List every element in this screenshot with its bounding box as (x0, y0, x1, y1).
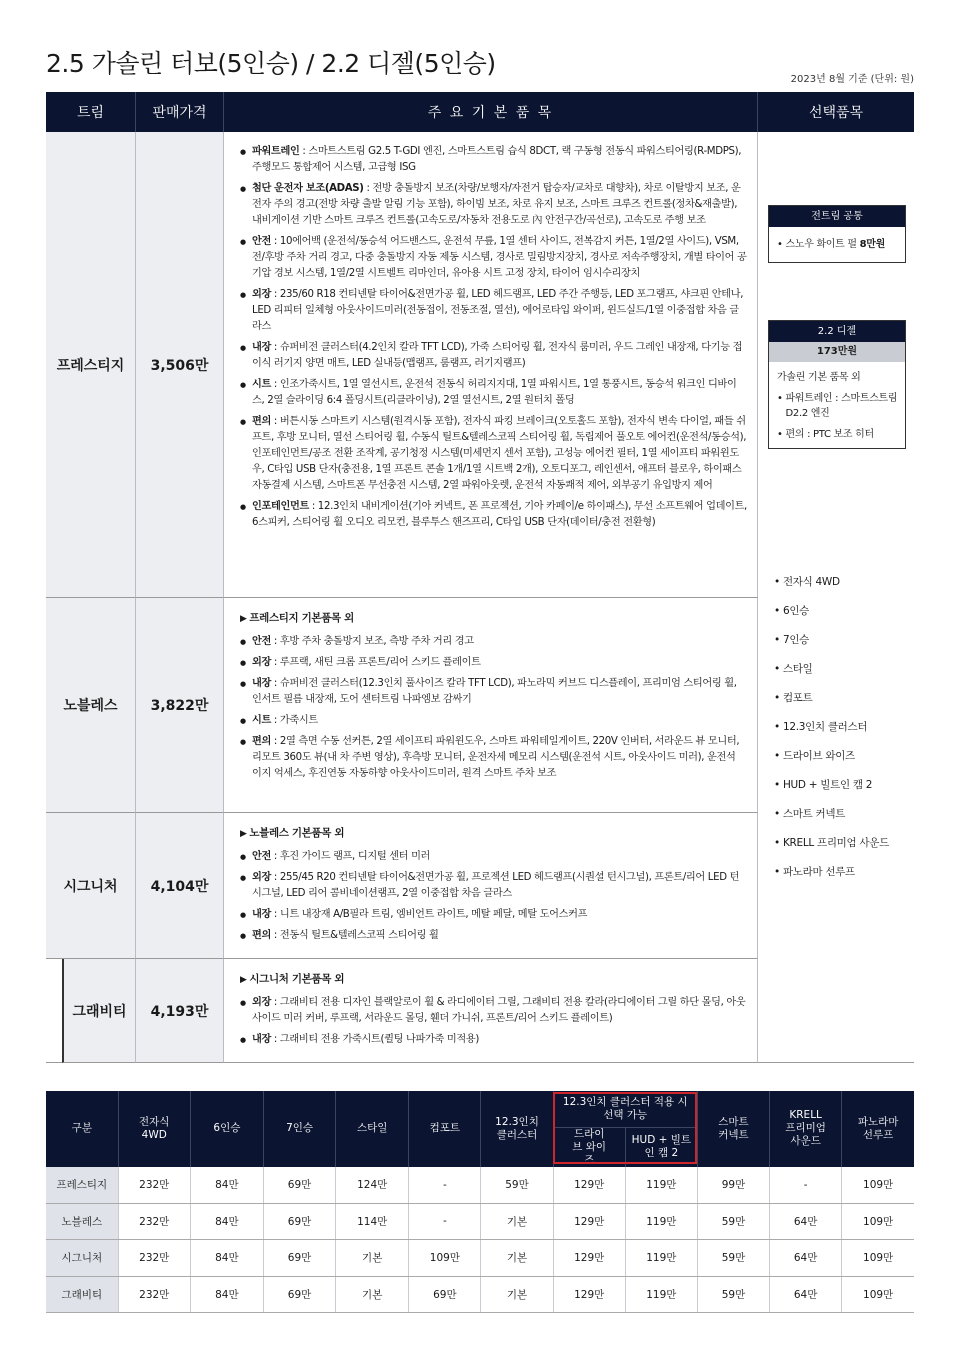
common-options-header: 전트림 공통 (769, 206, 905, 227)
price-cell: 109만 (842, 1203, 914, 1240)
option-item: • 드라이브 와이즈 (774, 750, 855, 762)
table-row (46, 1203, 914, 1240)
col-header-6seat: 6인승 (190, 1091, 263, 1167)
price-cell: - (409, 1203, 481, 1240)
price-cell: 59만 (697, 1276, 769, 1313)
price-cell: 84만 (190, 1240, 263, 1277)
date-note: 2023년 8월 기준 (단위: 원) (790, 74, 914, 85)
spec-item-label: 인포테인먼트 (252, 501, 309, 512)
price-cell: 69만 (409, 1276, 481, 1313)
spec-item (240, 414, 747, 494)
spec-item (240, 734, 747, 782)
col-header-7seat: 7인승 (263, 1091, 335, 1167)
spec-item-text: : 그래비티 전용 가죽시트(퀼팅 나파가죽 미적용) (270, 1034, 479, 1045)
price-cell: - (409, 1167, 481, 1204)
diesel-option-header: 2.2 디젤 (769, 321, 905, 342)
spec-item (240, 340, 747, 372)
spec-item-text: : 235/60 R18 컨티넨탈 타이어&전면가공 휠, LED 헤드램프, LED 주간 주행등, LED 포그램프, 샤크핀 안테나, LED 리피터 일체형 아웃사이드미러(전동접이, 전동조절, 열선), 에어로타입 와이퍼, 윈드실드/1열 이중접합 차음 글라스 (252, 289, 744, 332)
price-cell: 기본 (481, 1203, 553, 1240)
option-item: • 컴포트 (774, 692, 813, 704)
header-options: 선택품목 (758, 92, 914, 132)
option-list (774, 568, 889, 887)
col-header-4wd: 전자식 4WD (118, 1091, 190, 1167)
spec-item (240, 377, 747, 409)
price-cell: 109만 (409, 1240, 481, 1277)
spec-item-text: : 가죽시트 (270, 715, 318, 726)
spec-item-text: : 니트 내장재 A/B필라 트림, 엠비언트 라이트, 메탈 페달, 메탈 도어스커프 (270, 909, 588, 920)
table-row (46, 1276, 914, 1313)
spec-item-label: 시트 (252, 379, 271, 390)
price-cell: 109만 (842, 1240, 914, 1277)
col-header-group: 12.3인치 클러스터 적용 시 선택 가능 (553, 1091, 697, 1127)
price-cell: 124만 (336, 1167, 409, 1204)
price-cell: 기본 (336, 1240, 409, 1277)
spec-item-text: : 후진 가이드 램프, 디지털 센터 미러 (270, 851, 431, 862)
row-trim-name: 프레스티지 (46, 1167, 118, 1204)
option-item: • 스타일 (774, 663, 813, 675)
spec-item (240, 634, 747, 650)
price-cell: 119만 (625, 1167, 697, 1204)
price-cell: 69만 (263, 1167, 335, 1204)
col-header-panorama: 파노라마 선루프 (842, 1091, 914, 1167)
option-item: • HUD + 빌트인 캠 2 (774, 779, 873, 791)
spec-item-label: 편의 (252, 416, 271, 427)
row-trim-name: 노블레스 (46, 1203, 118, 1240)
spec-item-label: 내장 (252, 678, 271, 689)
price-cell: 84만 (190, 1167, 263, 1204)
base-items-heading: ▶ 시그니처 기본품목 외 (240, 971, 747, 988)
col-header-drive-wise: 드라이브 와이즈 (553, 1127, 625, 1167)
diesel-option-item-text: 편의 : PTC 보조 히터 (785, 429, 874, 440)
base-items-heading: ▶ 노블레스 기본품목 외 (240, 825, 747, 842)
common-options-box (768, 205, 906, 263)
base-items-heading: ▶ 프레스티지 기본품목 외 (240, 610, 747, 627)
trim-name: 시그니처 (46, 813, 136, 959)
trim-price: 4,104만 (136, 813, 224, 959)
diesel-option-item: • 편의 : PTC 보조 히터 (777, 429, 874, 440)
header-main-items: 주 요 기 본 품 목 (224, 92, 758, 132)
spec-item-text: : 슈퍼비전 클러스터(4.2인치 칼라 TFT LCD), 가죽 스티어링 휠, 전자식 룸미러, 우드 그레인 내장재, 다기능 접이식 러기지 양면 매트, LED 실내등(맵램프, 룸램프, 러기지램프) (252, 342, 743, 369)
spec-item-label: 외장 (252, 997, 271, 1008)
price-cell: 129만 (553, 1203, 625, 1240)
spec-item (240, 849, 747, 865)
page-title: 2.5 가솔린 터보(5인승) / 2.2 디젤(5인승) (46, 49, 496, 78)
spec-item (240, 234, 747, 282)
trim-name: 프레스티지 (46, 132, 136, 598)
spec-item-label: 내장 (252, 909, 271, 920)
header-trim: 트림 (46, 92, 136, 132)
spec-item (240, 928, 747, 944)
spec-item-label: 외장 (252, 657, 271, 668)
col-header-cluster: 12.3인치 클러스터 (481, 1091, 553, 1167)
price-cell: 99만 (697, 1167, 769, 1204)
spec-item (240, 1032, 747, 1048)
spec-item (240, 181, 747, 229)
spec-item (240, 676, 747, 708)
spec-item-text: : 그래비티 전용 디자인 블랙알로이 휠 & 라디에이터 그릴, 그래비티 전용 칼라(라디에이터 그릴 하단 몰딩, 아웃사이드 미러 커버, 루프랙, 서라운드 몰딩, 휀더 가니쉬, 프론트/리어 스키드 플레이트) (252, 997, 746, 1024)
option-item: • 전자식 4WD (774, 576, 840, 588)
spec-item-text: : 10에어백 (운전석/동승석 어드밴스드, 운전석 무릎, 1열 센터 사이드, 전복감지 커튼, 1열/2열 사이드), VSM, 전/후방 주차 거리 경고, 다중 충돌방지 자동 제동 시스템, 경사로 밀림방지장치, 경사로 저속주행장치, 개별 타이어 공기압 경보 시스템, 1열/2열 시트벨트 리마인더, 유아용 시트 고정 장치, 타이어 임시수리장치 (252, 236, 747, 279)
price-cell: 69만 (263, 1276, 335, 1313)
spec-item-text: : 255/45 R20 컨티넨탈 타이어&전면가공 휠, 프로젝션 LED 헤드램프(시퀀셜 턴시그널), 프론트/리어 LED 턴시그널, LED 리어 콤비네이션램프, 2열 이중접합 차음 글라스 (252, 872, 740, 899)
price-cell: 119만 (625, 1240, 697, 1277)
spec-item-label: 파워트레인 (252, 146, 300, 157)
option-item: • 12.3인치 클러스터 (774, 721, 868, 733)
price-cell: 129만 (553, 1167, 625, 1204)
price-cell: 84만 (190, 1203, 263, 1240)
trim-name: 노블레스 (46, 598, 136, 813)
diesel-option-item: • 파워트레인 : 스마트스트림 D2.2 엔진 (777, 393, 898, 419)
spec-item-label: 외장 (252, 872, 271, 883)
spec-item (240, 144, 747, 176)
options-column (758, 132, 914, 1063)
price-cell: 69만 (263, 1240, 335, 1277)
price-cell: 기본 (481, 1240, 553, 1277)
trim-items-signature (224, 813, 758, 959)
diesel-option-line: 가솔린 기본 품목 외 (777, 372, 861, 383)
price-cell: 114만 (336, 1203, 409, 1240)
header-price: 판매가격 (136, 92, 224, 132)
trim-items-gravity (224, 959, 758, 1063)
spec-item-label: 내장 (252, 342, 271, 353)
spec-item-label: 안전 (252, 636, 271, 647)
spec-item-label: 외장 (252, 289, 271, 300)
spec-item (240, 907, 747, 923)
price-cell: 232만 (118, 1167, 190, 1204)
price-cell: 109만 (842, 1276, 914, 1313)
option-item: • 파노라마 선루프 (774, 866, 855, 878)
trim-name: 그래비티 (62, 959, 136, 1063)
spec-item-text: : 버튼시동 스마트키 시스템(원격시동 포함), 전자식 파킹 브레이크(오토홀드 포함), 전자식 변속 다이얼, 패들 쉬프트, 후방 모니터, 열선 스티어링 휠, 수동식 틸트&텔레스코픽 스티어링 휠, 독립제어 풀오토 에어컨(운전석/동승석), 인포테인먼트/공조 전환 조작계, 공기청정 시스템(미세먼지 센서 포함), 고성능 에어컨 필터, 1열 세이프티 파워윈도우, C타입 USB 단자(충전용, 1열 프론트 콘솔 1개/1열 시트백 2개), 오토디포그, 레인센서, 애프터 블로우, 하이패스 자동결제 시스템, 스마트폰 무선충전 시스템, 2열 파워아웃렛, 운전석 자동쾌적 제어, 외부공기 유입방지 제어 (252, 416, 747, 491)
trim-items-noblesse (224, 598, 758, 813)
col-header-krell: KRELL 프리미엄 사운드 (770, 1091, 842, 1167)
spec-item-label: 첨단 운전자 보조(ADAS) (252, 183, 364, 194)
price-cell: 129만 (553, 1276, 625, 1313)
price-cell: 232만 (118, 1240, 190, 1277)
spec-item-text: : 슈퍼비전 클러스터(12.3인치 풀사이즈 칼라 TFT LCD), 파노라믹 커브드 디스플레이, 프리미엄 스티어링 휠, 인서트 필름 내장재, 도어 센터트림 나파엠보 감싸기 (252, 678, 737, 705)
spec-item-text: : 후방 주차 충돌방지 보조, 측방 주차 거리 경고 (270, 636, 474, 647)
price-cell: 64만 (770, 1240, 842, 1277)
spec-item-text: : 2열 측면 수동 선커튼, 2열 세이프티 파워윈도우, 스마트 파워테일게이트, 220V 인버터, 서라운드 뷰 모니터, 리모트 360도 뷰(내 차 주변 영상), 후측방 모니터, 운전자세 메모리 시스템(운전석 시트, 아웃사이드 미러), 운전석 이지 억세스, 후진연동 자동하향 아웃사이드미러, 원격 스마트 주차 보조 (252, 736, 740, 779)
spec-item-label: 내장 (252, 1034, 271, 1045)
price-cell: 232만 (118, 1203, 190, 1240)
trim-price: 3,822만 (136, 598, 224, 813)
diesel-option-body (769, 362, 905, 448)
diesel-option-item-text: 파워트레인 : 스마트스트림 D2.2 엔진 (785, 393, 898, 419)
table-row (46, 1167, 914, 1204)
option-price-table (46, 1091, 914, 1313)
common-option-price: 8만원 (859, 239, 886, 250)
price-cell: 59만 (481, 1167, 553, 1204)
spec-item-text: : 스마트스트림 G2.5 T-GDI 엔진, 스마트스트림 습식 8DCT, 랙 구동형 전동식 파워스티어링(R-MDPS), 주행모드 통합제어 시스템, 고급형 ISG (252, 146, 742, 173)
spec-item (240, 499, 747, 531)
table-row (46, 1240, 914, 1277)
price-cell: 64만 (770, 1203, 842, 1240)
price-cell: 109만 (842, 1167, 914, 1204)
spec-item-label: 시트 (252, 715, 271, 726)
spec-item-label: 안전 (252, 236, 271, 247)
price-cell: 기본 (336, 1276, 409, 1313)
price-cell: 129만 (553, 1240, 625, 1277)
spec-item (240, 995, 747, 1027)
spec-item-label: 편의 (252, 736, 271, 747)
spec-item (240, 713, 747, 729)
trim-price: 4,193만 (136, 959, 224, 1063)
price-cell: 119만 (625, 1203, 697, 1240)
trim-price: 3,506만 (136, 132, 224, 598)
spec-item-text: : 전방 충돌방지 보조(차량/보행자/자전거 탑승자/교차로 대향차), 차로 이탈방지 보조, 운전자 주의 경고(전방 차량 출발 알림 기능 포함), 하이빔 보조, 차로 유지 보조, 스마트 크루즈 컨트롤(정차&재출발), 내비게이션 기반 스마트 크루즈 컨트롤(고속도로/자동차 전용도로 內 안전구간/곡선로), 고속도로 주행 보조 (252, 183, 741, 226)
price-cell: 64만 (770, 1276, 842, 1313)
spec-item-text: : 전동식 틸트&텔레스코픽 스티어링 휠 (270, 930, 439, 941)
price-cell: 59만 (697, 1203, 769, 1240)
col-header-style: 스타일 (336, 1091, 409, 1167)
spec-item-text: : 인조가죽시트, 1열 열선시트, 운전석 전동식 허리지지대, 1열 파워시트, 1열 통풍시트, 동승석 워크인 디바이스, 2열 슬라이딩 6:4 폴딩시트(리클라이닝), 2열 열선시트, 2열 원터치 폴딩 (252, 379, 737, 406)
col-header-hud: HUD + 빌트인 캠 2 (625, 1127, 697, 1167)
price-cell: 59만 (697, 1240, 769, 1277)
price-cell: 기본 (481, 1276, 553, 1313)
price-cell: - (770, 1167, 842, 1204)
price-cell: 84만 (190, 1276, 263, 1313)
spec-item (240, 655, 747, 671)
option-item: • 7인승 (774, 634, 810, 646)
price-cell: 232만 (118, 1276, 190, 1313)
common-option-label: 스노우 화이트 펄 (785, 239, 860, 250)
option-item: • 6인승 (774, 605, 810, 617)
diesel-option-price: 173만원 (769, 342, 905, 362)
option-item: • KRELL 프리미엄 사운드 (774, 837, 889, 849)
common-option-item: • 스노우 화이트 펄 8만원 (777, 239, 886, 250)
spec-item-label: 안전 (252, 851, 271, 862)
col-header-comfort: 컴포트 (409, 1091, 481, 1167)
row-trim-name: 그래비티 (46, 1276, 118, 1313)
price-cell: 119만 (625, 1276, 697, 1313)
col-header-smart-connect: 스마트 커넥트 (697, 1091, 769, 1167)
col-header-category: 구분 (46, 1091, 118, 1167)
spec-item (240, 870, 747, 902)
row-trim-name: 시그니처 (46, 1240, 118, 1277)
price-cell: 69만 (263, 1203, 335, 1240)
spec-item-text: : 루프랙, 새틴 크롬 프론트/리어 스키드 플레이트 (270, 657, 481, 668)
option-item: • 스마트 커넥트 (774, 808, 846, 820)
spec-item (240, 287, 747, 335)
diesel-option-box (768, 320, 906, 449)
spec-item-text: : 12.3인치 내비게이션(기아 커넥트, 폰 프로젝션, 기아 카페이/e 하이패스), 무선 소프트웨어 업데이트, 6스피커, 스티어링 휠 오디오 리모컨, 블루투스 핸즈프리, C타입 USB 단자(데이터/충전 전환형) (252, 501, 747, 528)
spec-item-label: 편의 (252, 930, 271, 941)
trim-items-prestige (224, 132, 758, 598)
